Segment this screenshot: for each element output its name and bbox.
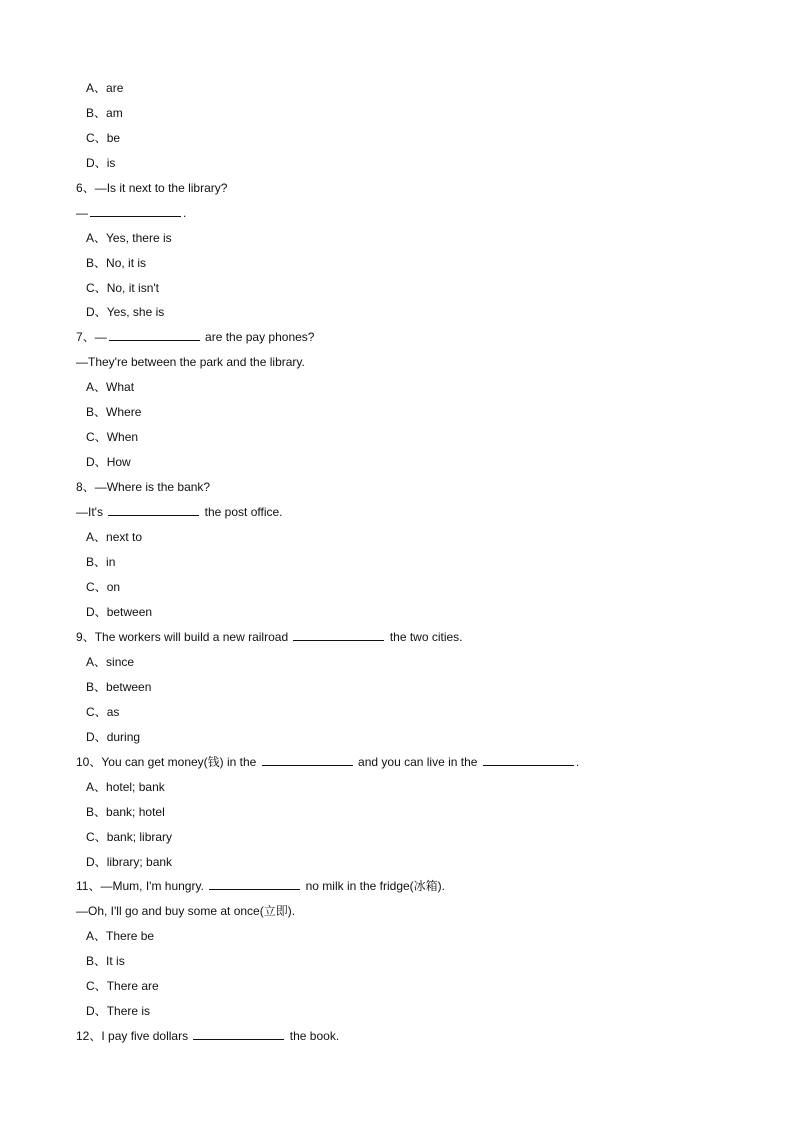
- q6-answer-line: — .: [76, 203, 186, 223]
- option-letter: C: [86, 281, 95, 295]
- option-letter: B: [86, 405, 95, 419]
- option-text: in: [106, 555, 116, 569]
- option-letter: D: [86, 855, 95, 869]
- q8-option-b[interactable]: B、in: [86, 555, 116, 569]
- q11-option-d[interactable]: D、There is: [86, 1004, 151, 1018]
- q11-stem: 11、—Mum, I'm hungry. no milk in the fridge(冰箱).: [76, 876, 445, 896]
- q10-option-b[interactable]: B、bank; hotel: [86, 805, 165, 819]
- option-letter: B: [86, 954, 95, 968]
- option-text: be: [106, 131, 121, 145]
- option-text: It is: [106, 954, 125, 968]
- option-letter: B: [86, 106, 95, 120]
- option-letter: A: [86, 780, 95, 794]
- option-text: Yes, she is: [106, 305, 165, 319]
- option-letter: A: [86, 231, 95, 245]
- option-letter: D: [86, 605, 95, 619]
- option-letter: D: [86, 156, 95, 170]
- option-letter: A: [86, 530, 95, 544]
- option-text: on: [106, 580, 121, 594]
- option-text: between: [106, 605, 153, 619]
- q9-option-c[interactable]: C、as: [86, 705, 120, 719]
- option-text: since: [106, 655, 135, 669]
- q8-stem: 8、—Where is the bank?: [76, 480, 211, 494]
- q7-reply: —They're between the park and the library.: [76, 355, 305, 369]
- q6-option-b[interactable]: B、No, it is: [86, 256, 147, 270]
- option-text: No, it isn't: [106, 281, 159, 295]
- answer-blank: [293, 627, 384, 641]
- question-number: 8: [76, 480, 83, 494]
- option-letter: C: [86, 430, 95, 444]
- option-text: How: [106, 455, 131, 469]
- answer-blank: [90, 203, 181, 217]
- option-letter: A: [86, 380, 95, 394]
- option-text: Where: [106, 405, 142, 419]
- question-number: 12: [76, 1029, 90, 1043]
- q5-option-b[interactable]: B、am: [86, 106, 123, 120]
- option-letter: D: [86, 305, 95, 319]
- option-letter: A: [86, 81, 95, 95]
- option-letter: C: [86, 979, 95, 993]
- question-number: 10: [76, 755, 90, 769]
- option-text: What: [106, 380, 135, 394]
- q6-stem: 6、—Is it next to the library?: [76, 181, 228, 195]
- answer-blank-2: [483, 752, 574, 766]
- q5-option-a[interactable]: A、are: [86, 81, 124, 95]
- option-text: Yes, there is: [106, 231, 172, 245]
- q9-option-b[interactable]: B、between: [86, 680, 152, 694]
- option-letter: D: [86, 455, 95, 469]
- q8-option-a[interactable]: A、next to: [86, 530, 143, 544]
- option-letter: D: [86, 730, 95, 744]
- q8-option-d[interactable]: D、between: [86, 605, 153, 619]
- option-letter: C: [86, 131, 95, 145]
- q6-option-a[interactable]: A、Yes, there is: [86, 231, 172, 245]
- q7-option-d[interactable]: D、How: [86, 455, 131, 469]
- q10-option-a[interactable]: A、hotel; bank: [86, 780, 165, 794]
- q7-stem: 7、— are the pay phones?: [76, 327, 314, 347]
- q8-option-c[interactable]: C、on: [86, 580, 121, 594]
- option-text: There are: [106, 979, 159, 993]
- option-text: No, it is: [106, 256, 147, 270]
- option-letter: C: [86, 830, 95, 844]
- question-number: 7: [76, 330, 83, 344]
- q6-option-c[interactable]: C、No, it isn't: [86, 281, 159, 295]
- option-text: library; bank: [106, 855, 173, 869]
- q10-option-d[interactable]: D、library; bank: [86, 855, 173, 869]
- option-letter: A: [86, 655, 95, 669]
- q5-option-d[interactable]: D、is: [86, 156, 116, 170]
- q6-option-d[interactable]: D、Yes, she is: [86, 305, 165, 319]
- q11-option-c[interactable]: C、There are: [86, 979, 159, 993]
- option-text: bank; hotel: [106, 805, 165, 819]
- option-letter: B: [86, 680, 95, 694]
- answer-blank: [193, 1026, 284, 1040]
- option-text: When: [106, 430, 139, 444]
- option-letter: C: [86, 580, 95, 594]
- answer-blank: [109, 327, 200, 341]
- option-text: There is: [106, 1004, 151, 1018]
- q9-option-a[interactable]: A、since: [86, 655, 135, 669]
- question-text: —Is it next to the library?: [94, 181, 228, 195]
- option-text: next to: [106, 530, 143, 544]
- q10-stem: 10、You can get money(钱) in the and you can live in the .: [76, 752, 579, 772]
- option-text: during: [106, 730, 141, 744]
- option-text: am: [106, 106, 123, 120]
- question-number: 6: [76, 181, 83, 195]
- option-text: between: [106, 680, 152, 694]
- option-letter: B: [86, 555, 95, 569]
- question-number: 9: [76, 630, 83, 644]
- option-text: hotel; bank: [106, 780, 165, 794]
- q5-option-c[interactable]: C、be: [86, 131, 121, 145]
- option-text: There be: [106, 929, 155, 943]
- q11-reply: —Oh, I'll go and buy some at once(立即).: [76, 904, 296, 918]
- q8-reply: —It's the post office.: [76, 502, 283, 522]
- option-text: is: [106, 156, 116, 170]
- q11-option-a[interactable]: A、There be: [86, 929, 155, 943]
- answer-blank-1: [262, 752, 353, 766]
- q9-stem: 9、The workers will build a new railroad the two cities.: [76, 627, 463, 647]
- q9-option-d[interactable]: D、during: [86, 730, 141, 744]
- q7-option-a[interactable]: A、What: [86, 380, 135, 394]
- option-text: as: [106, 705, 120, 719]
- option-letter: D: [86, 1004, 95, 1018]
- option-letter: B: [86, 256, 95, 270]
- option-letter: B: [86, 805, 95, 819]
- q7-option-b[interactable]: B、Where: [86, 405, 142, 419]
- answer-blank: [209, 876, 300, 890]
- q7-option-c[interactable]: C、When: [86, 430, 139, 444]
- q11-option-b[interactable]: B、It is: [86, 954, 125, 968]
- option-letter: A: [86, 929, 95, 943]
- question-text: —Where is the bank?: [94, 480, 211, 494]
- q10-option-c[interactable]: C、bank; library: [86, 830, 173, 844]
- answer-blank: [108, 502, 199, 516]
- question-number: 11: [76, 879, 89, 893]
- option-text: are: [106, 81, 124, 95]
- q12-stem: 12、I pay five dollars the book.: [76, 1026, 339, 1046]
- option-text: bank; library: [106, 830, 173, 844]
- option-letter: C: [86, 705, 95, 719]
